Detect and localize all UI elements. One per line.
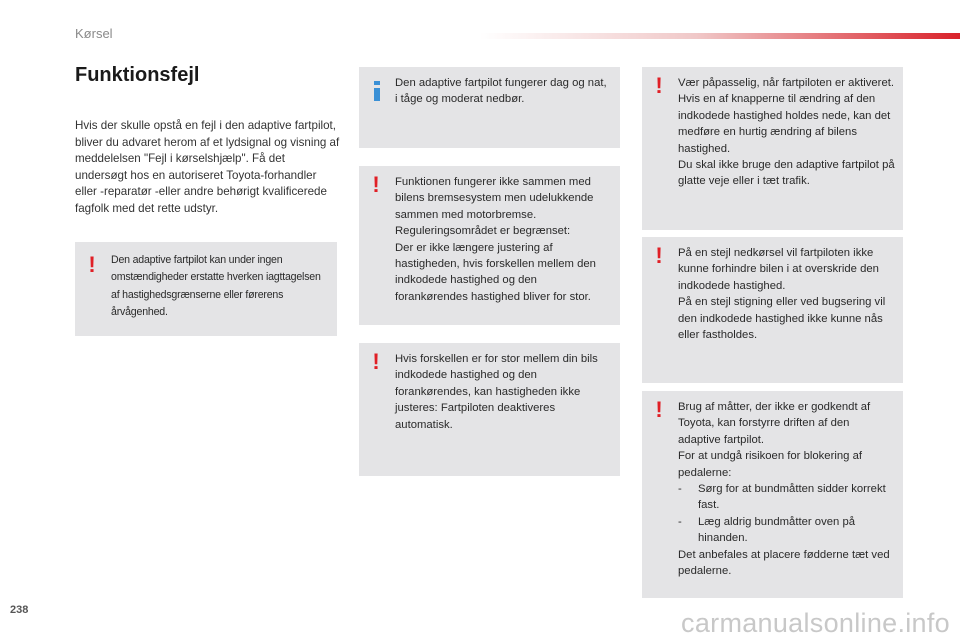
warning-note-engine-brake	[359, 166, 620, 325]
header-accent-rule	[480, 33, 960, 39]
section-title: Kørsel	[75, 26, 113, 41]
info-i-icon	[374, 81, 380, 101]
list-item	[678, 481, 895, 514]
info-note-text: Den adaptive fartpilot fungerer dag og nat, i tåge og moderat nedbør.	[395, 77, 607, 106]
list-item-text: Sørg for at bundmåtten sidder korrekt fast.	[698, 483, 886, 512]
warning-note-text: Hvis forskellen er for stor mellem din bils indkodede hastighed og den forankørendes, kan hastigheden ikke justeres: Fartpiloten deaktiveres automatisk.	[395, 353, 598, 431]
warning-exclamation-icon: !	[655, 73, 663, 98]
list-item-text: Læg aldrig bundmåtter oven på hinanden.	[698, 515, 856, 545]
warning-note-text: Funktionen fungerer ikke sammen med bilens bremsesystem men udelukkende sammen med motorbremse. Reguleringsområdet er begrænset: Der er ikke længere justering af hastigheden, hvis forskellen mellem den indkodede hastighed og den forankørendes hastighed bliver for stor.	[395, 176, 596, 303]
list-item	[678, 514, 895, 547]
page-number: 238	[10, 604, 29, 616]
info-note	[359, 67, 620, 148]
warning-note-speed-difference	[359, 343, 620, 476]
warning-exclamation-icon: !	[655, 243, 663, 268]
warning-note-buttons	[642, 67, 903, 230]
intro-paragraph: Hvis der skulle opstå en fejl i den adaptive fartpilot, bliver du advaret herom af et lydsignal og visning af meddelelsen "Fejl i kørselshjælp". Få det undersøgt hos en autoriseret Toyota-forhandler eller -reparatør -eller andre behørigt kvalificerede fagfolk med det rette udstyr.	[75, 119, 340, 215]
warning-note-text: Den adaptive fartpilot kan under ingen omstændigheder erstatte hverken iagttagelsen af hastighedsgrænserne eller førerens årvågenhed.	[111, 254, 321, 319]
warning-note-left	[75, 242, 337, 336]
list-dash: -	[678, 483, 682, 496]
warning-note-slopes	[642, 237, 903, 383]
warning-exclamation-icon: !	[372, 349, 380, 374]
page-heading: Funktionsfejl	[75, 64, 200, 86]
warning-note-text: Vær påpasselig, når fartpiloten er aktiveret. Hvis en af knapperne til ændring af den indkodede hastighed holdes nede, kan det medføre en hurtig ændring af bilens hastighed. Du skal ikke bruge den adaptive fartpilot på glatte veje eller i tæt trafik.	[678, 77, 895, 188]
warning-note-text	[678, 399, 895, 579]
floor-mats-outro: Det anbefales at placere fødderne tæt ved pedalerne.	[678, 548, 890, 578]
floor-mats-intro: Brug af måtter, der ikke er godkendt af Toyota, kan forstyrre driften af den adaptive fartpilot. For at undgå risikoen for blokering af pedalerne:	[678, 401, 871, 479]
warning-exclamation-icon: !	[655, 397, 663, 422]
warning-note-text: På en stejl nedkørsel vil fartpiloten ikke kunne forhindre bilen i at overskride den indkodede hastighed. På en stejl stigning eller ved bugsering vil den indkodede hastighed ikke kunne nås eller fastholdes.	[678, 247, 886, 342]
watermark-text: carmanualsonline.info	[681, 608, 950, 638]
warning-note-floor-mats	[642, 391, 903, 598]
warning-exclamation-icon: !	[372, 172, 380, 197]
warning-exclamation-icon: !	[88, 252, 96, 277]
list-dash: -	[678, 515, 682, 528]
